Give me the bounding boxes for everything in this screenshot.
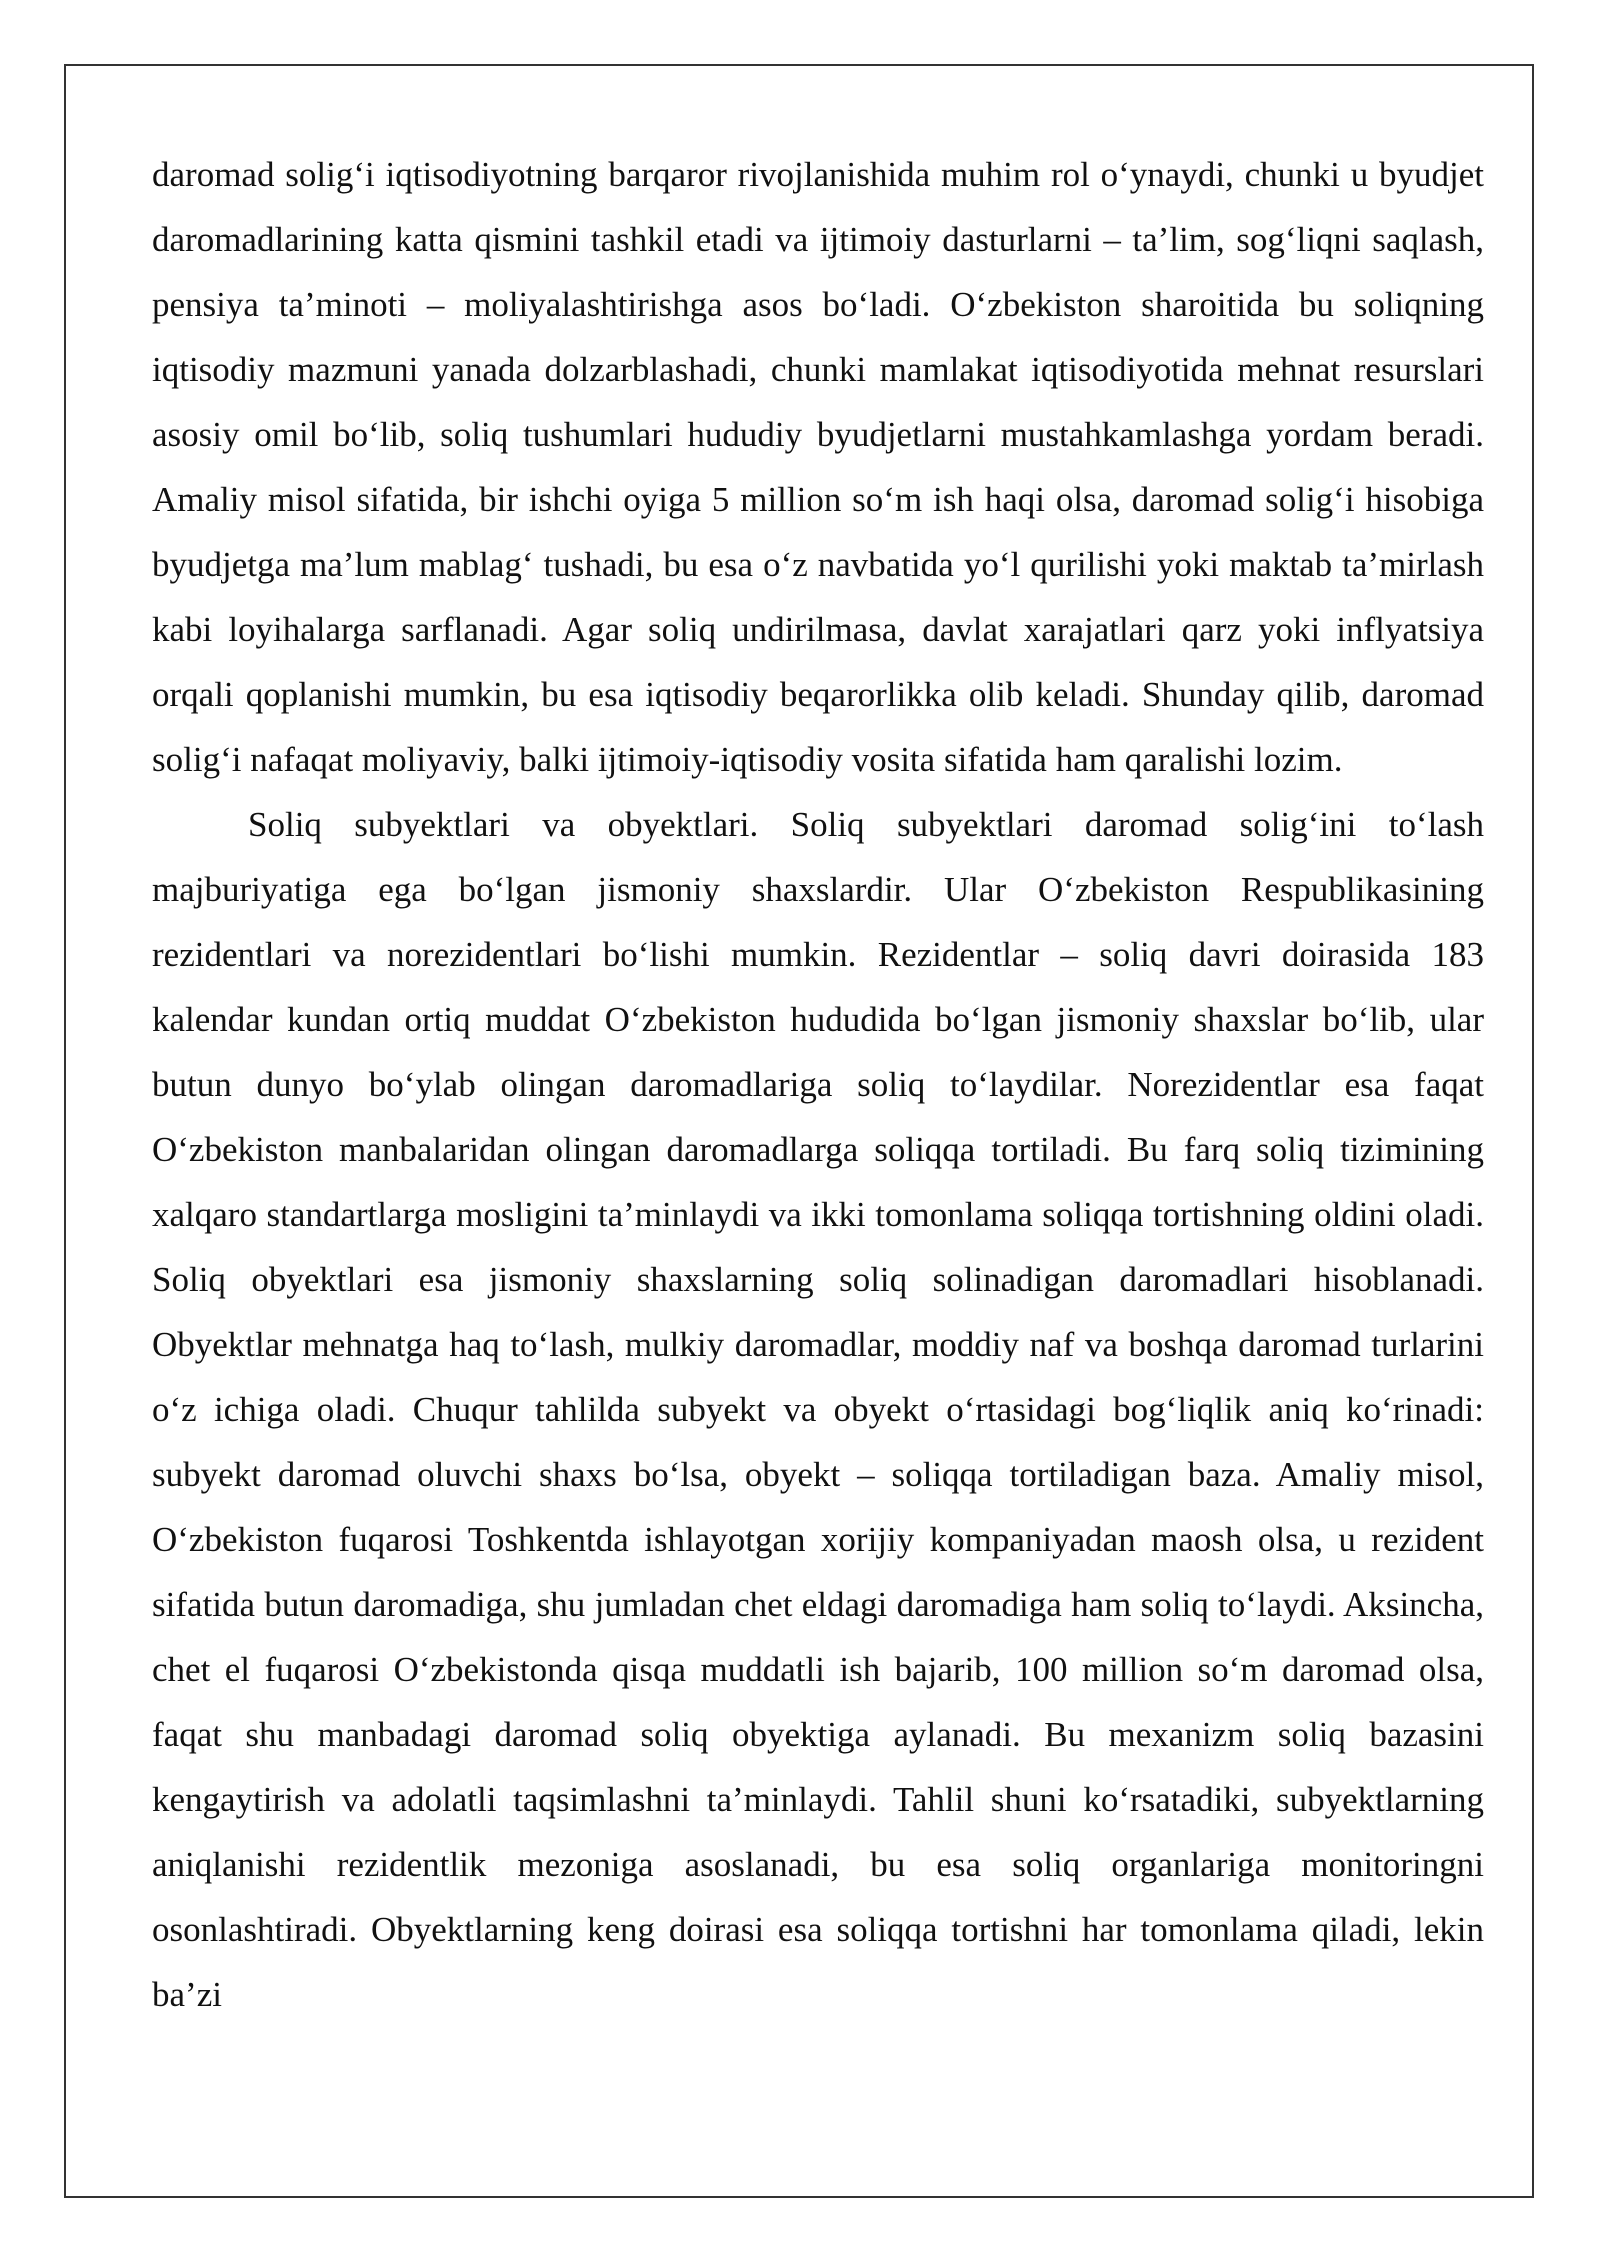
paragraph-tax-subjects-objects: Soliq subyektlari va obyektlari. Soliq subyektlari daromad solig‘ini to‘lash majburiyatiga ega bo‘lgan jismoniy shaxslardir. Ular O‘zbekiston Respublikasining rezidentlari va norezidentlari bo‘lishi mumkin. Rezidentlar – soliq davri doirasida 183 kalendar kundan ortiq muddat O‘zbekiston hududida bo‘lgan jismoniy shaxslar bo‘lib, ular butun dunyo bo‘ylab olingan daromadlariga soliq to‘laydilar. Norezidentlar esa faqat O‘zbekiston manbalaridan olingan daromadlarga soliqqa tortiladi. Bu farq soliq tizimining xalqaro standartlarga mosligini ta’minlaydi va ikki tomonlama soliqqa tortishning oldini oladi. Soliq obyektlari esa jismoniy shaxslarning soliq solinadigan daromadlari hisoblanadi. Obyektlar mehnatga haq to‘lash, mulkiy daromadlar, moddiy naf va boshqa daromad turlarini o‘z ichiga oladi. Chuqur tahlilda subyekt va obyekt o‘rtasidagi bog‘liqlik aniq ko‘rinadi: subyekt daromad oluvchi shaxs bo‘lsa, obyekt – soliqqa tortiladigan baza. Amaliy misol, O‘zbekiston fuqarosi Toshkentda ishlayotgan xorijiy kompaniyadan maosh olsa, u rezident sifatida butun daromadiga, shu jumladan chet eldagi daromadiga ham soliq to‘laydi. Aksincha, chet el fuqarosi O‘zbekistonda qisqa muddatli ish bajarib, 100 million so‘m daromad olsa, faqat shu manbadagi daromad soliq obyektiga aylanadi. Bu mexanizm soliq bazasini kengaytirish va adolatli taqsimlashni ta’minlaydi. Tahlil shuni ko‘rsatadiki, subyektlarning aniqlanishi rezidentlik mezoniga asoslanadi, bu esa soliq organlariga monitoringni osonlashtiradi. Obyektlarning keng doirasi esa soliqqa tortishni har tomonlama qiladi, lekin ba’zi (152, 805, 1484, 2014)
document-body (152, 142, 1484, 2027)
paragraph-income-tax-role: daromad solig‘i iqtisodiyotning barqaror rivojlanishida muhim rol o‘ynaydi, chunki u byudjet daromadlarining katta qismini tashkil etadi va ijtimoiy dasturlarni – ta’lim, sog‘liqni saqlash, pensiya ta’minoti – moliyalashtirishga asos bo‘ladi. O‘zbekiston sharoitida bu soliqning iqtisodiy mazmuni yanada dolzarblashadi, chunki mamlakat iqtisodiyotida mehnat resurslari asosiy omil bo‘lib, soliq tushumlari hududiy byudjetlarni mustahkamlashga yordam beradi. Amaliy misol sifatida, bir ishchi oyiga 5 million so‘m ish haqi olsa, daromad solig‘i hisobiga byudjetga ma’lum mablag‘ tushadi, bu esa o‘z navbatida yo‘l qurilishi yoki maktab ta’mirlash kabi loyihalarga sarflanadi. Agar soliq undirilmasa, davlat xarajatlari qarz yoki inflyatsiya orqali qoplanishi mumkin, bu esa iqtisodiy beqarorlikka olib keladi. Shunday qilib, daromad solig‘i nafaqat moliyaviy, balki ijtimoiy-iqtisodiy vosita sifatida ham qaralishi lozim. (152, 155, 1484, 779)
